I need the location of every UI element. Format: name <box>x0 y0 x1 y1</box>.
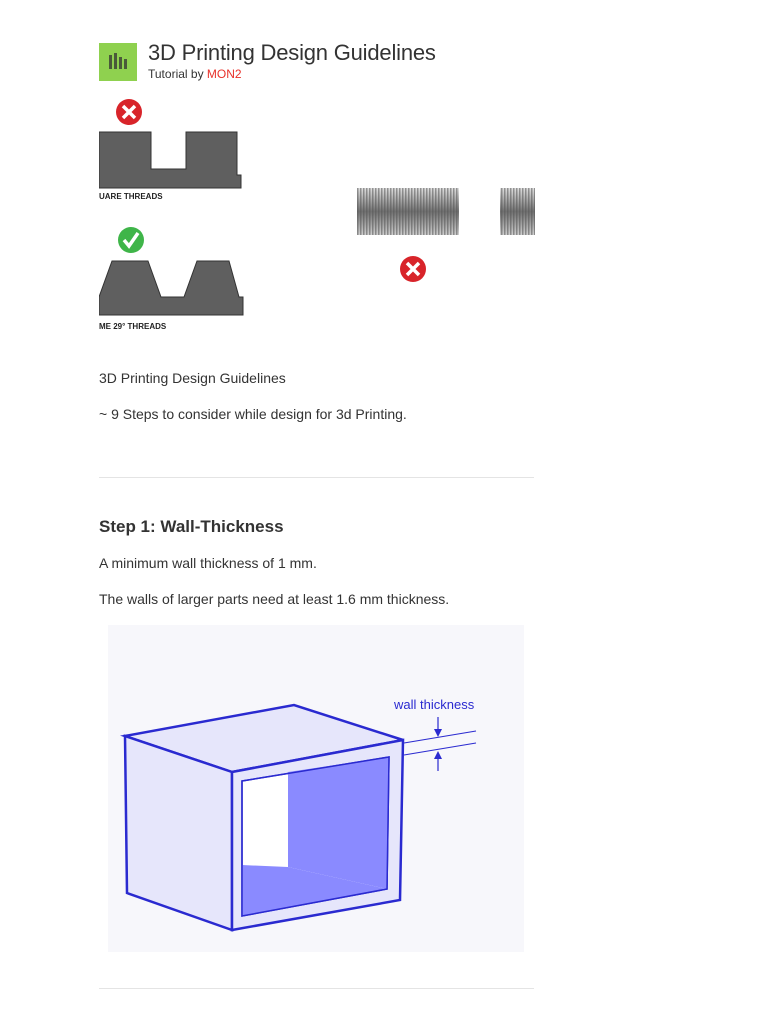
square-thread-label: UARE THREADS <box>99 192 163 201</box>
step-paragraph-1: A minimum wall thickness of 1 mm. <box>99 555 317 571</box>
section-divider <box>99 477 534 478</box>
intro-paragraph-2: ~ 9 Steps to consider while design for 3d Printing. <box>99 406 407 422</box>
threaded-rod-image <box>357 188 459 235</box>
x-badge-icon <box>400 256 426 282</box>
section-divider <box>99 988 534 989</box>
threaded-rod-image-partial <box>500 188 535 235</box>
wall-thickness-label: wall thickness <box>394 697 475 712</box>
acme-thread-label: ME 29° THREADS <box>99 322 167 331</box>
intro-paragraph-1: 3D Printing Design Guidelines <box>99 370 286 386</box>
thread-icon <box>99 43 137 81</box>
thickness-arrow-bottom-icon <box>434 751 442 771</box>
project-logo[interactable] <box>99 43 137 81</box>
byline <box>148 67 242 81</box>
author-link[interactable]: MON2 <box>206 67 242 81</box>
step-paragraph-2: The walls of larger parts need at least 1.6 mm thickness. <box>99 591 450 607</box>
byline-prefix: Tutorial by <box>148 67 204 81</box>
intro-image <box>99 97 535 337</box>
thickness-arrow-top-icon <box>434 717 442 737</box>
step-title: Step 1: Wall-Thickness <box>99 517 284 536</box>
acme-thread-profile <box>99 261 243 315</box>
check-badge-icon <box>118 227 144 253</box>
wall-thickness-diagram <box>108 625 524 952</box>
inner-wall <box>288 757 389 889</box>
page-title: 3D Printing Design Guidelines <box>148 40 436 65</box>
square-thread-profile <box>99 132 241 188</box>
x-badge-icon <box>116 99 142 125</box>
